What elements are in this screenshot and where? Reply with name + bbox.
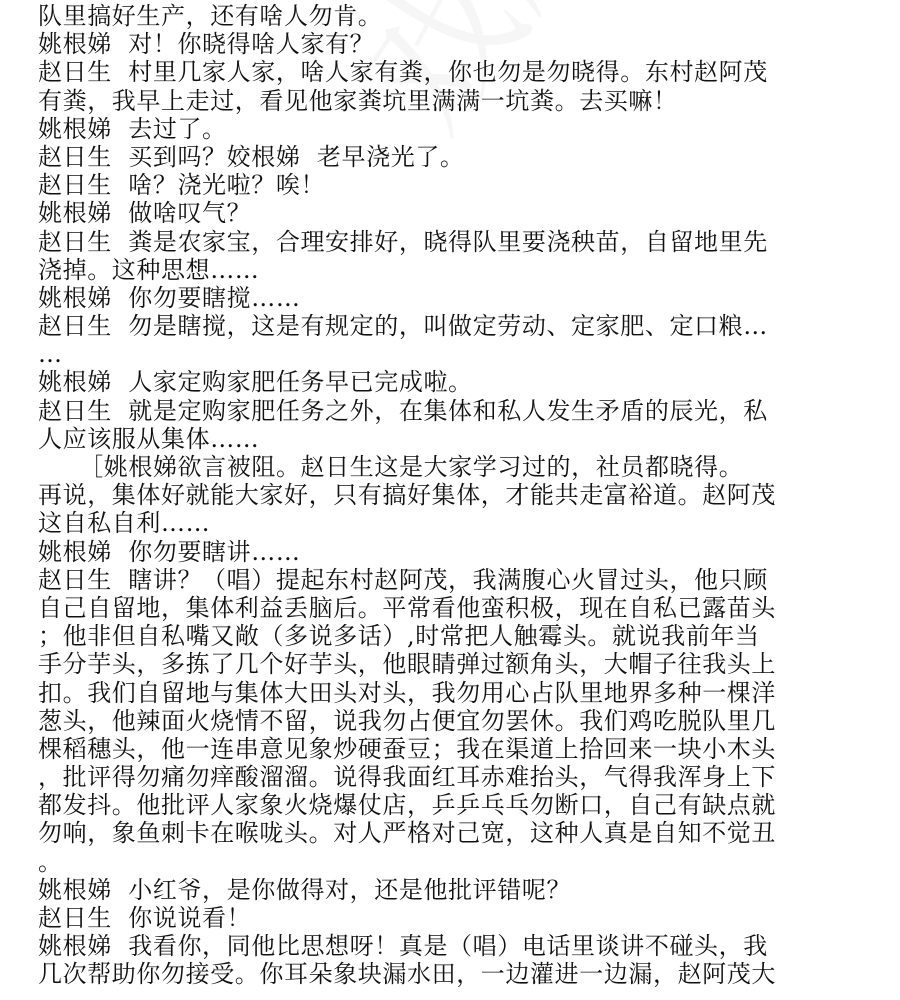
text-line: ；他非但自私嘴又敞（多说多话）,时常把人触霉头。就说我前年当: [38, 622, 760, 651]
text-line: 赵日生 瞎讲？（唱）提起东村赵阿茂，我满腹心火冒过头，他只顾: [38, 565, 768, 594]
text-line: 赵日生 啥？浇光啦？唉！: [38, 171, 326, 200]
text-line: 赵日生 就是定购家肥任务之外，在集体和私人发生矛盾的辰光，私: [38, 396, 768, 425]
text-line: 有粪，我早上走过，看见他家粪坑里满满一坑粪。去买嘛！: [38, 86, 678, 115]
text-line: 赵日生 你说说看！: [38, 904, 252, 932]
text-line: ［姚根娣欲言被阻。赵日生这是大家学习过的，社员都晓得。: [38, 453, 744, 481]
text-line: 姚根娣 小红爷，是你做得对，还是他批评错呢？: [38, 875, 572, 904]
text-line: 勿响，象鱼刺卡在喉咙头。对人严格对己宽，这种人真是自知不觉丑: [38, 819, 776, 848]
text-line: 赵日生 勿是瞎搅，这是有规定的，叫做定劳动、定家肥、定口粮…: [38, 312, 768, 341]
text-line: 棵稻穗头，他一连串意见象炒硬蚕豆；我在渠道上拾回来一块小木头: [38, 734, 776, 763]
text-line: 姚根娣 对！你晓得啥人家有？: [38, 30, 375, 59]
text-line: 自己自留地，集体利益丢脑后。平常看他蛮积极，现在自私已露苗头: [38, 593, 776, 622]
text-line: 几次帮助你勿接受。你耳朵象块漏水田，一边灌进一边漏，赵阿茂大: [38, 960, 776, 989]
text-line: 再说，集体好就能大家好，只有搞好集体，才能共走富裕道。赵阿茂: [38, 481, 776, 510]
text-line: 赵日生 村里几家人家，啥人家有粪，你也勿是勿晓得。东村赵阿茂: [38, 58, 768, 87]
text-line: 葱头，他辣面火烧情不留，说我勿占便宜勿罢休。我们鸡吃脱队里几: [38, 706, 776, 735]
text-line: 。: [38, 847, 63, 876]
text-line: 姚根娣 我看你，同他比思想呀！真是（唱）电话里谈讲不碰头，我: [38, 932, 768, 961]
text-line: 人应该服从集体……: [38, 424, 260, 453]
text-line: 这自私自利……: [38, 509, 211, 538]
document-page: [38, 2, 878, 989]
text-line: 姚根娣 做啥叹气？: [38, 199, 252, 228]
text-line: 赵日生 买到吗？姣根娣 老早浇光了。: [38, 142, 465, 171]
text-line: ，批评得勿痛勿痒酸溜溜。说得我面红耳赤难抬头，气得我浑身上下: [38, 763, 776, 792]
text-line: 姚根娣 你勿要瞎讲……: [38, 537, 301, 566]
text-line: 姚根娣 去过了。: [38, 114, 227, 143]
text-line: 队里搞好生产，还有啥人勿肯。: [38, 2, 383, 30]
text-line: …: [38, 340, 63, 369]
text-line: 浇掉。这种思想……: [38, 255, 260, 284]
text-line: 都发抖。他批评人家象火烧爆仗店，乒乒乓乓勿断口，自己有缺点就: [38, 791, 776, 820]
text-line: 扣。我们自留地与集体大田头对头，我勿用心占队里地界多种一棵洋: [38, 678, 776, 707]
text-line: 手分芋头，多拣了几个好芋头，他眼睛弹过额角头，大帽子往我头上: [38, 650, 776, 679]
text-line: 姚根娣 人家定购家肥任务早已完成啦。: [38, 368, 473, 397]
text-line: 赵日生 粪是农家宝，合理安排好，晓得队里要浇秧苗，自留地里先: [38, 227, 768, 256]
text-line: 姚根娣 你勿要瞎搅……: [38, 283, 301, 312]
